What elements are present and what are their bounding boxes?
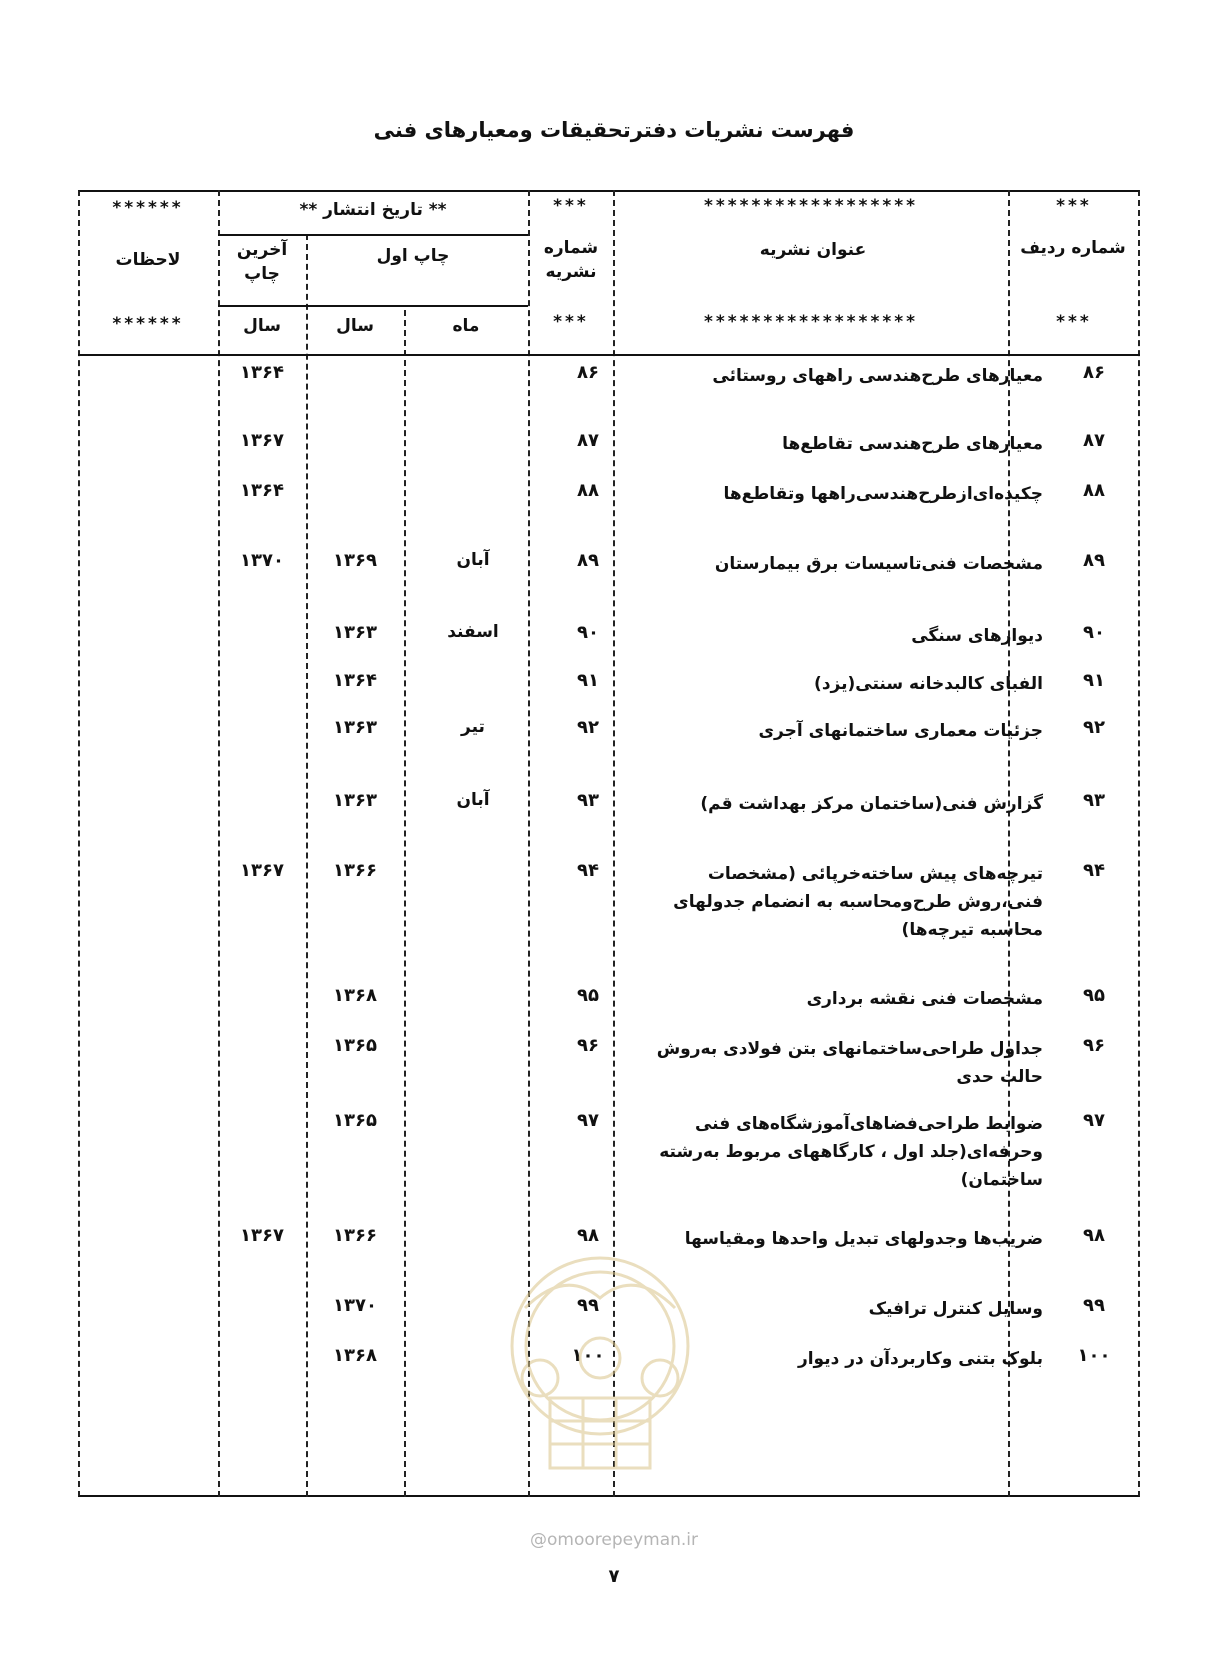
publication-title: تیرچه‌های پیش ساخته‌خرپائی (مشخصات فنی،روش طرح‌ومحاسبه به انضمام جدولهای محاسبه تیرچه‌ها) — [673, 864, 1043, 940]
title-stars: ****************** — [703, 312, 919, 332]
page-number: ۷ — [608, 1566, 620, 1587]
pub-no-header: شماره نشریه — [543, 238, 599, 282]
publication-number: ۸۷ — [577, 430, 599, 451]
year-header: سال — [336, 316, 374, 336]
pub-no-stars: *** — [553, 312, 589, 332]
header-divider — [218, 234, 528, 236]
last-print-header: آخرین چاپ — [236, 240, 288, 284]
row-number: ۹۰ — [1083, 622, 1105, 643]
row-no-stars: *** — [1056, 312, 1092, 332]
publication-number: ۹۵ — [577, 985, 599, 1006]
publication-title: الفبای کالبدخانه سنتی(یزد) — [814, 674, 1043, 694]
last-print-year: ۱۳۶۷ — [240, 430, 284, 451]
first-print-month: آبان — [456, 550, 490, 570]
first-print-header: چاپ اول — [376, 246, 450, 266]
row-number: ۹۸ — [1083, 1225, 1105, 1246]
first-print-year: ۱۳۶۵ — [333, 1110, 377, 1131]
title-header: عنوان نشریه — [759, 240, 867, 260]
year-header: سال — [243, 316, 281, 336]
month-header: ماه — [452, 316, 480, 336]
row-no-header: شماره ردیف — [1020, 238, 1126, 258]
row-number: ۹۵ — [1083, 985, 1105, 1006]
header-bottom-line — [78, 354, 1140, 356]
notes-stars: ****** — [112, 198, 184, 218]
row-number: ۹۹ — [1083, 1295, 1105, 1316]
column-divider — [404, 310, 406, 1497]
column-divider — [218, 190, 220, 1497]
first-print-month: تیر — [461, 717, 485, 737]
first-print-year: ۱۳۶۳ — [333, 790, 377, 811]
first-print-year: ۱۳۶۹ — [333, 550, 377, 571]
first-print-year: ۱۳۶۶ — [333, 860, 377, 881]
first-print-year: ۱۳۶۵ — [333, 1035, 377, 1056]
publication-number: ۸۶ — [577, 362, 599, 383]
header-divider — [218, 305, 306, 307]
publication-number: ۹۴ — [577, 860, 599, 881]
row-number: ۸۹ — [1083, 550, 1105, 571]
publication-title: جداول طراحی‌ساختمانهای بتن فولادی به‌روش حالت حدی — [656, 1039, 1043, 1087]
publication-title: چکیده‌ای‌ازطرح‌هندسی‌راهها وتقاطع‌ها — [723, 484, 1043, 504]
pub-no-stars: *** — [553, 196, 589, 216]
publication-title: معیارهای طرح‌هندسی راههای روستائی — [712, 366, 1043, 386]
title-stars: ****************** — [703, 196, 919, 216]
publication-title: دیوارهای سنگی — [911, 626, 1043, 646]
first-print-year: ۱۳۶۳ — [333, 622, 377, 643]
publication-title: ضریب‌ها وجدولهای تبدیل واحدها ومقیاسها — [684, 1229, 1043, 1249]
seal-watermark — [505, 1228, 695, 1488]
row-number: ۸۷ — [1083, 430, 1105, 451]
row-number: ۱۰۰ — [1077, 1345, 1111, 1366]
watermark-url: @omoorepeyman.ir — [529, 1530, 699, 1550]
first-print-year: ۱۳۶۶ — [333, 1225, 377, 1246]
first-print-year: ۱۳۶۳ — [333, 717, 377, 738]
publication-number: ۸۹ — [577, 550, 599, 571]
first-print-year: ۱۳۷۰ — [333, 1295, 377, 1316]
notes-header: لاحظات — [115, 250, 181, 270]
publication-title: بلوک بتنی وکاربردآن در دیوار — [797, 1349, 1043, 1369]
publication-number: ۹۸ — [577, 1225, 599, 1246]
publication-number: ۹۹ — [577, 1295, 599, 1316]
publication-title: مشخصات فنی‌تاسیسات برق بیمارستان — [714, 554, 1043, 574]
publication-title: گزارش فنی(ساختمان مرکز بهداشت قم) — [700, 794, 1043, 814]
publication-title: وسایل کنترل ترافیک — [868, 1299, 1043, 1319]
first-print-year: ۱۳۶۸ — [333, 1345, 377, 1366]
last-print-year: ۱۳۶۴ — [240, 362, 284, 383]
publication-title: معیارهای طرح‌هندسی تقاطع‌ها — [782, 434, 1043, 454]
publication-number: ۹۷ — [577, 1110, 599, 1131]
publication-number: ۹۲ — [577, 717, 599, 738]
row-number: ۹۴ — [1083, 860, 1105, 881]
publication-number: ۹۶ — [577, 1035, 599, 1056]
publication-title: جزئیات معماری ساختمانهای آجری — [758, 721, 1043, 741]
first-print-year: ۱۳۶۴ — [333, 670, 377, 691]
publication-number: ۱۰۰ — [571, 1345, 605, 1366]
last-print-year: ۱۳۶۷ — [240, 1225, 284, 1246]
first-print-month: آبان — [456, 790, 490, 810]
publication-title: مشخصات فنی نقشه برداری — [806, 989, 1043, 1009]
row-number: ۹۱ — [1083, 670, 1105, 691]
publication-title: ضوابط طراحی‌فضاهای‌آموزشگاه‌های فنی وحرفه‌ای(جلد اول ، کارگاههای مربوط به‌رشته ساختمان) — [659, 1114, 1043, 1190]
publish-date-header: ** تاریخ انتشار ** — [299, 200, 447, 220]
page-title: فهرست نشریات دفترتحقیقات ومعیارهای فنی — [373, 118, 855, 142]
row-number: ۹۷ — [1083, 1110, 1105, 1131]
last-print-year: ۱۳۶۷ — [240, 860, 284, 881]
publication-number: ۹۳ — [577, 790, 599, 811]
publication-number: ۹۰ — [577, 622, 599, 643]
row-number: ۸۸ — [1083, 480, 1105, 501]
row-number: ۹۲ — [1083, 717, 1105, 738]
row-number: ۸۶ — [1083, 362, 1105, 383]
last-print-year: ۱۳۶۴ — [240, 480, 284, 501]
notes-stars: ****** — [112, 314, 184, 334]
header-divider — [306, 305, 528, 307]
first-print-month: اسفند — [447, 622, 499, 642]
publication-number: ۸۸ — [577, 480, 599, 501]
row-number: ۹۶ — [1083, 1035, 1105, 1056]
last-print-year: ۱۳۷۰ — [240, 550, 284, 571]
first-print-year: ۱۳۶۸ — [333, 985, 377, 1006]
row-number: ۹۳ — [1083, 790, 1105, 811]
publication-number: ۹۱ — [577, 670, 599, 691]
row-no-stars: *** — [1056, 196, 1092, 216]
